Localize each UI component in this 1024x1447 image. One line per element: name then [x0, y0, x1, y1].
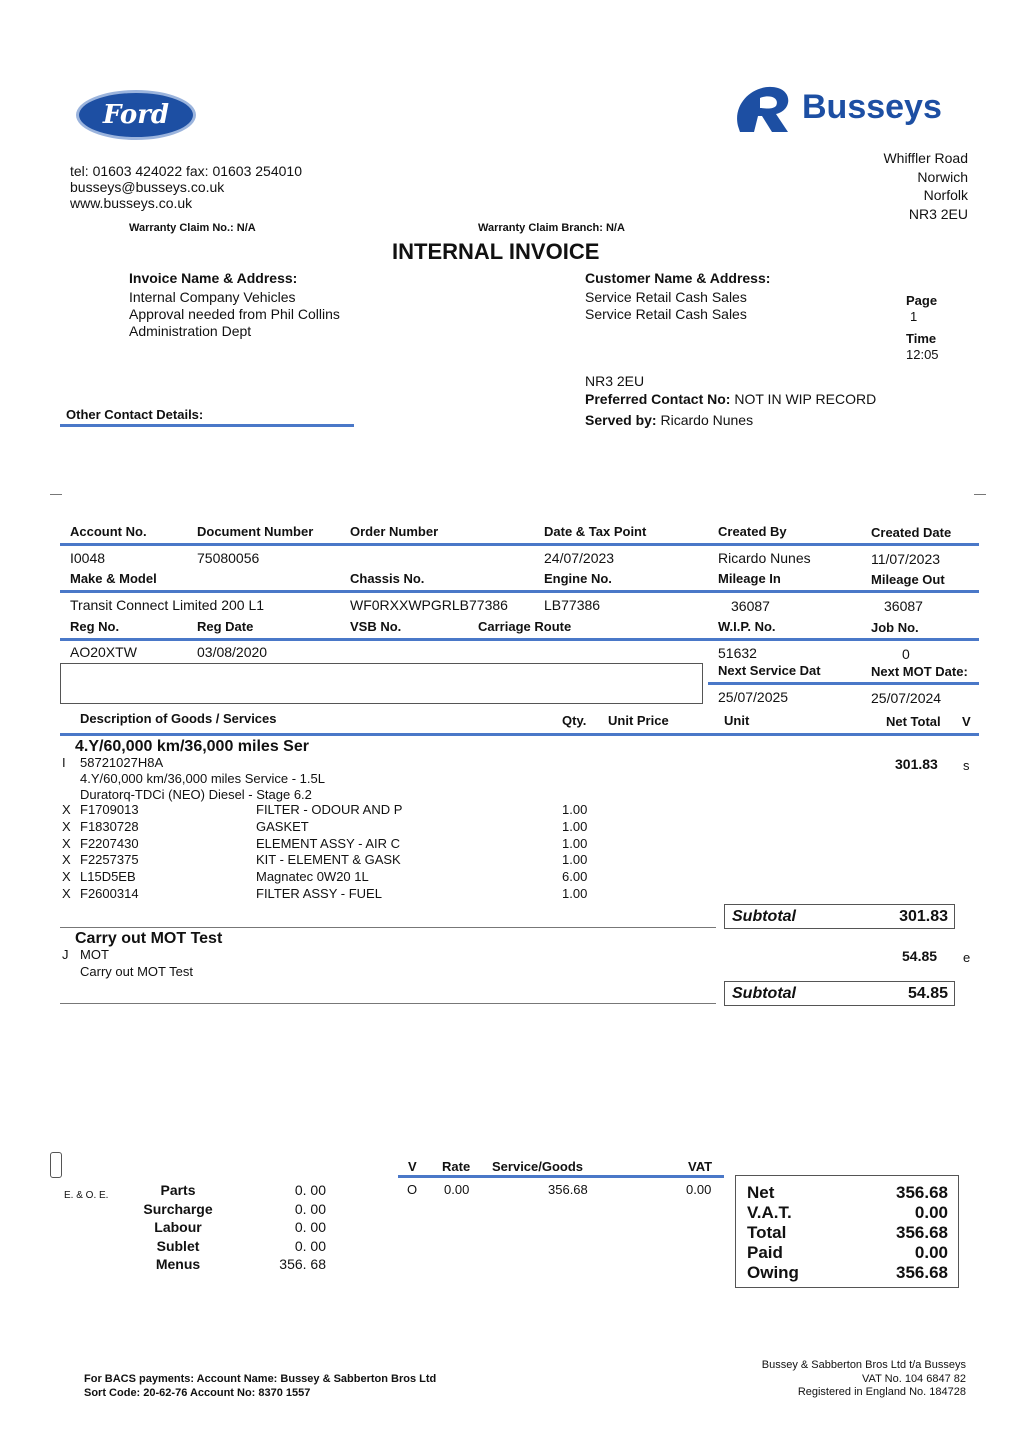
job1-subtotal-box	[724, 904, 955, 929]
value-document-number: 75080056	[197, 550, 260, 566]
contact-email[interactable]: busseys@busseys.co.uk	[70, 179, 225, 195]
job1-desc1: 4.Y/60,000 km/36,000 miles Service - 1.5L	[80, 771, 325, 786]
time-label: Time	[906, 331, 937, 346]
part-flag: X	[62, 852, 71, 868]
part-desc: ELEMENT ASSY - AIR C	[256, 835, 401, 851]
label-next-mot-date: Next MOT Date:	[871, 664, 968, 679]
part-desc: FILTER - ODOUR AND P	[256, 802, 403, 817]
preferred-contact-value: NOT IN WIP RECORD	[734, 391, 877, 407]
col-unit-price: Unit Price	[608, 713, 669, 728]
ford-logo-text: Ford	[102, 100, 170, 130]
value-job-no: 0	[902, 646, 910, 662]
value-mileage-out: 36087	[884, 598, 923, 614]
divider	[60, 424, 354, 427]
list-item	[62, 836, 622, 853]
job2-desc: Carry out MOT Test	[80, 964, 193, 979]
part-number: F1830728	[80, 818, 139, 834]
total-label-paid: Paid	[747, 1243, 783, 1262]
totals-labels	[747, 1183, 799, 1283]
label-mileage-in: Mileage In	[718, 571, 781, 586]
value-date-tax-point: 24/07/2023	[544, 550, 615, 566]
company-line: Registered in England No. 184728	[797, 1386, 966, 1398]
job1-subtotal-label: Subtotal	[732, 908, 796, 925]
total-label-owing: Owing	[747, 1263, 799, 1282]
summary-value-surcharge: 0. 00	[294, 1200, 326, 1217]
value-chassis-no: WF0RXXWPGRLB77386	[350, 597, 508, 613]
job1-desc2: Duratorq-TDCi (NEO) Diesel - Stage 6.2	[80, 787, 312, 802]
job2-title: Carry out MOT Test	[75, 930, 223, 947]
label-account-no: Account No.	[70, 524, 147, 539]
summary-label-sublet: Sublet	[156, 1237, 200, 1254]
label-order-number: Order Number	[350, 524, 439, 539]
list-item	[62, 869, 622, 886]
summary-label-labour: Labour	[154, 1219, 202, 1235]
vat-row-vat: 0.00	[686, 1182, 712, 1197]
total-value-vat: 0.00	[914, 1203, 948, 1222]
busseys-logo-icon	[730, 80, 796, 138]
customer-address-label: Customer Name & Address:	[585, 270, 771, 286]
value-engine-no: LB77386	[544, 597, 601, 613]
value-next-service-date: 25/07/2025	[718, 689, 789, 705]
label-document-number: Document Number	[197, 524, 314, 539]
part-qty: 1.00	[562, 802, 588, 817]
invoice-address-label: Invoice Name & Address:	[129, 270, 298, 286]
summary-label-surcharge: Surcharge	[143, 1200, 213, 1217]
served-by-label: Served by:	[585, 412, 657, 428]
value-created-date: 11/07/2023	[871, 551, 941, 567]
part-flag: X	[62, 869, 71, 885]
divider	[60, 543, 979, 546]
job2-code-prefix: J	[62, 947, 69, 962]
label-reg-date: Reg Date	[197, 619, 254, 634]
list-item	[62, 819, 622, 836]
label-date-tax-point: Date & Tax Point	[544, 524, 647, 539]
dealer-address	[883, 149, 968, 223]
total-label-total: Total	[747, 1223, 787, 1242]
part-qty: 1.00	[562, 852, 588, 868]
label-carriage-route: Carriage Route	[478, 619, 572, 634]
contact-phone: tel: 01603 424022 fax: 01603 254010	[70, 163, 302, 179]
total-label-vat: V.A.T.	[747, 1203, 792, 1222]
job1-code: 58721027H8A	[80, 755, 164, 770]
preferred-contact	[585, 391, 876, 407]
company-line: Bussey & Sabberton Bros Ltd t/a Busseys	[761, 1359, 966, 1371]
total-value-net: 356.68	[896, 1183, 948, 1202]
vat-row-v: O	[407, 1182, 418, 1197]
divider	[708, 682, 979, 685]
vat-row-service-goods: 356.68	[548, 1182, 588, 1197]
vat-col-service-goods: Service/Goods	[492, 1159, 584, 1174]
job2-subtotal-box	[724, 981, 955, 1006]
summary-value-sublet: 0. 00	[294, 1237, 326, 1254]
job1-vat-code: s	[963, 758, 970, 773]
vat-col-rate: Rate	[442, 1159, 471, 1174]
contact-website[interactable]: www.busseys.co.uk	[70, 195, 193, 211]
job1-net-total: 301.83	[895, 756, 938, 772]
summary-value-menus: 356. 68	[279, 1256, 326, 1272]
address-line: Whiffler Road	[883, 150, 968, 166]
part-flag: X	[62, 885, 71, 901]
warranty-claim-branch: Warranty Claim Branch: N/A	[478, 222, 625, 234]
part-qty: 1.00	[562, 818, 588, 834]
divider	[60, 590, 979, 593]
summary-value-parts: 0. 00	[294, 1182, 326, 1198]
served-by	[585, 412, 753, 428]
part-number: L15D5EB	[80, 869, 136, 885]
page-number: 1	[910, 309, 918, 324]
customer-address	[585, 289, 747, 323]
job1-code-prefix: I	[62, 755, 66, 770]
label-chassis-no: Chassis No.	[350, 571, 425, 586]
summary-labels	[130, 1181, 226, 1274]
customer-address-line: Service Retail Cash Sales	[585, 306, 747, 322]
invoice-address-line: Internal Company Vehicles	[129, 289, 296, 305]
col-net-total: Net Total	[886, 714, 941, 729]
part-qty: 1.00	[562, 835, 588, 851]
invoice-address	[129, 289, 340, 340]
bacs-details	[84, 1372, 436, 1400]
address-line: NR3 2EU	[908, 205, 968, 222]
part-number: F2257375	[80, 852, 139, 868]
job2-net-total: 54.85	[902, 948, 938, 964]
label-created-date: Created Date	[871, 525, 952, 540]
job2-vat-code: e	[963, 950, 971, 965]
divider	[60, 638, 979, 641]
recycle-icon	[50, 1152, 62, 1178]
divider	[398, 1175, 724, 1178]
preferred-contact-label: Preferred Contact No:	[585, 391, 731, 407]
page-label: Page	[906, 293, 938, 308]
job2-subtotal-label: Subtotal	[732, 985, 796, 1002]
vat-col-v: V	[408, 1159, 417, 1174]
job1-title: 4.Y/60,000 km/36,000 miles Ser	[75, 738, 309, 755]
customer-postcode: NR3 2EU	[585, 373, 645, 389]
divider	[60, 1003, 716, 1004]
totals-box	[735, 1175, 959, 1288]
label-reg-no: Reg No.	[70, 619, 120, 634]
value-created-by: Ricardo Nunes	[718, 550, 811, 566]
other-contact-label: Other Contact Details:	[66, 407, 204, 422]
vat-col-vat: VAT	[688, 1159, 713, 1174]
label-next-service-date: Next Service Dat	[718, 663, 821, 678]
summary-label-parts: Parts	[160, 1182, 196, 1198]
warranty-claim-no: Warranty Claim No.: N/A	[129, 222, 256, 234]
bacs-line: Sort Code: 20-62-76 Account No: 8370 1557	[84, 1387, 311, 1399]
served-by-value: Ricardo Nunes	[660, 412, 754, 428]
value-next-mot-date: 25/07/2024	[871, 690, 942, 706]
divider	[50, 494, 62, 495]
value-account-no: I0048	[70, 550, 106, 566]
total-label-net: Net	[747, 1183, 775, 1202]
col-vat-code: V	[962, 714, 971, 729]
divider	[974, 494, 986, 495]
invoice-address-line: Administration Dept	[129, 323, 252, 339]
customer-address-line: Service Retail Cash Sales	[585, 289, 747, 305]
part-desc: GASKET	[256, 818, 309, 834]
col-qty: Qty.	[562, 713, 587, 728]
part-desc: Magnatec 0W20 1L	[256, 869, 369, 885]
page-title: INTERNAL INVOICE	[392, 239, 600, 264]
value-reg-no: AO20XTW	[70, 644, 137, 660]
list-item	[62, 852, 622, 869]
job1-subtotal-value: 301.83	[899, 908, 948, 925]
value-wip-no: 51632	[718, 645, 757, 661]
label-mileage-out: Mileage Out	[871, 572, 945, 587]
divider	[60, 733, 979, 736]
total-value-total: 356.68	[896, 1223, 948, 1242]
part-qty: 1.00	[562, 885, 588, 901]
value-make-model: Transit Connect Limited 200 L1	[70, 597, 265, 613]
label-job-no: Job No.	[871, 620, 919, 635]
divider	[60, 927, 716, 928]
list-item	[62, 802, 622, 819]
part-flag: X	[62, 835, 71, 851]
time-value: 12:05	[906, 347, 939, 362]
part-desc: KIT - ELEMENT & GASK	[256, 852, 401, 868]
col-unit: Unit	[724, 713, 750, 728]
part-flag: X	[62, 802, 71, 817]
notes-box	[60, 663, 703, 704]
eoe-note: E. & O. E.	[64, 1190, 109, 1201]
label-wip-no: W.I.P. No.	[718, 619, 776, 634]
address-line: Norwich	[917, 168, 968, 185]
part-number: F1709013	[80, 802, 139, 817]
part-number: F2600314	[80, 885, 139, 901]
summary-value-labour: 0. 00	[294, 1219, 326, 1235]
label-created-by: Created By	[718, 524, 787, 539]
part-flag: X	[62, 818, 71, 834]
totals-values	[896, 1183, 948, 1283]
vat-row-rate: 0.00	[444, 1182, 470, 1197]
job2-subtotal-value: 54.85	[907, 985, 948, 1002]
ford-logo	[76, 90, 196, 140]
list-item	[62, 886, 622, 903]
value-mileage-in: 36087	[731, 598, 770, 614]
invoice-address-line: Approval needed from Phil Collins	[129, 306, 340, 322]
summary-label-menus: Menus	[155, 1256, 201, 1272]
value-reg-date: 03/08/2020	[197, 644, 268, 660]
label-engine-no: Engine No.	[544, 571, 612, 586]
dealer-contact	[70, 163, 302, 211]
label-make-model: Make & Model	[70, 571, 157, 586]
total-value-owing: 356.68	[896, 1263, 948, 1282]
part-qty: 6.00	[562, 869, 588, 885]
job2-code: MOT	[80, 947, 109, 962]
dealer-name: Busseys	[802, 88, 942, 126]
part-desc: FILTER ASSY - FUEL	[256, 885, 382, 901]
col-description: Description of Goods / Services	[80, 711, 277, 726]
label-vsb-no: VSB No.	[350, 619, 402, 634]
bacs-line: For BACS payments: Account Name: Bussey & Sabberton Bros Ltd	[84, 1373, 437, 1385]
total-value-paid: 0.00	[914, 1243, 948, 1262]
parts-list	[62, 802, 622, 903]
company-details	[762, 1359, 966, 1400]
company-line: VAT No. 104 6847 82	[862, 1372, 966, 1385]
address-line: Norfolk	[923, 187, 968, 203]
part-number: F2207430	[80, 835, 139, 851]
summary-values	[262, 1181, 326, 1274]
